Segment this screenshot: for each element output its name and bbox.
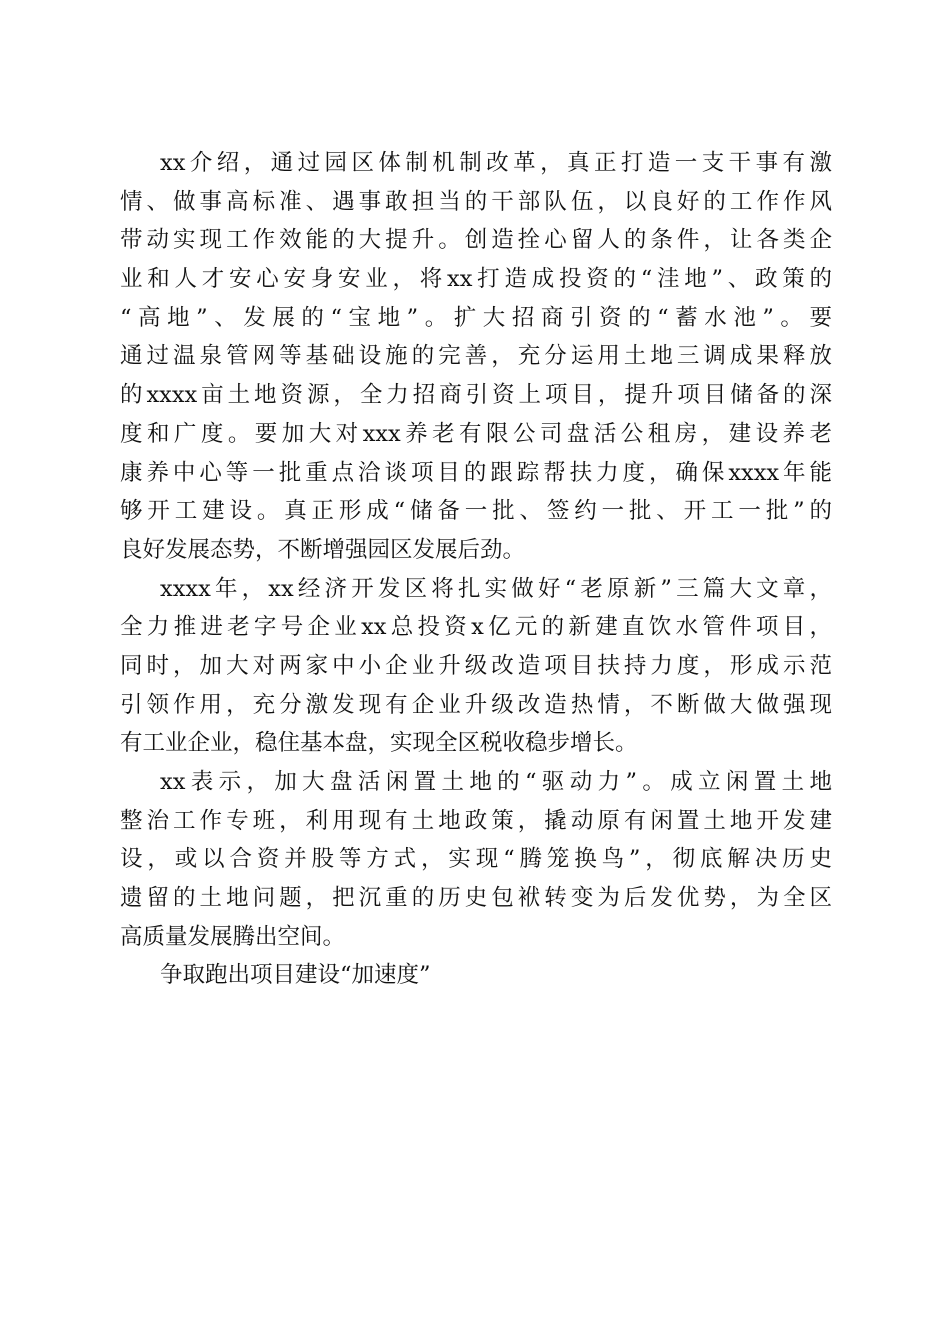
paragraph-3 — [120, 763, 832, 956]
paragraph-line: 的xxxx亩土地资源，全力招商引资上项目，提升项目储备的深 — [120, 382, 832, 409]
paragraph-line: 高质量发展腾出空间。 — [120, 923, 346, 950]
paragraph-line: 设，或以合资并股等方式，实现“腾笼换鸟”，彻底解决历史 — [120, 846, 832, 873]
paragraph-line: 整治工作专班，利用现有土地政策，撬动原有闲置土地开发建 — [120, 807, 832, 834]
paragraph-line: 通过温泉管网等基础设施的完善，充分运用土地三调成果释放 — [120, 343, 832, 370]
paragraph-line: 够开工建设。真正形成“储备一批、签约一批、开工一批”的 — [120, 498, 832, 525]
paragraph-line: 度和广度。要加大对xxx养老有限公司盘活公租房，建设养老 — [120, 420, 832, 447]
paragraph-line: xxxx年，xx经济开发区将扎实做好“老原新”三篇大文章， — [160, 575, 832, 602]
paragraph-line: xx介绍，通过园区体制机制改革，真正打造一支干事有激 — [160, 150, 832, 176]
paragraph-line: xx表示，加大盘活闲置土地的“驱动力”。成立闲置土地 — [160, 769, 832, 795]
paragraph-line: 有工业企业，稳住基本盘，实现全区税收稳步增长。 — [120, 730, 638, 757]
paragraph-line: 情、做事高标准、遇事敢担当的干部队伍，以良好的工作作风 — [120, 188, 832, 215]
paragraph-line: 引领作用，充分激发现有企业升级改造热情，不断做大做强现 — [120, 691, 832, 718]
paragraph-1 — [120, 144, 832, 570]
paragraph-line: 良好发展态势，不断增强园区发展后劲。 — [120, 536, 526, 563]
paragraph-line: 康养中心等一批重点洽谈项目的跟踪帮扶力度，确保xxxx年能 — [120, 459, 832, 486]
paragraph-line: 同时，加大对两家中小企业升级改造项目扶持力度，形成示范 — [120, 652, 832, 679]
document-page — [120, 144, 832, 995]
paragraph-line: 带动实现工作效能的大提升。创造拴心留人的条件，让各类企 — [120, 227, 832, 254]
section-subheading — [120, 956, 832, 995]
paragraph-line: “高地”、发展的“宝地”。扩大招商引资的“蓄水池”。要 — [120, 304, 832, 331]
paragraph-line: 业和人才安心安身安业，将xx打造成投资的“洼地”、政策的 — [120, 266, 832, 293]
subheading-line: 争取跑出项目建设“加速度” — [160, 962, 431, 989]
paragraph-line: 遗留的土地问题，把沉重的历史包袱转变为后发优势，为全区 — [120, 885, 832, 912]
paragraph-2 — [120, 570, 832, 763]
paragraph-line: 全力推进老字号企业xx总投资x亿元的新建直饮水管件项目， — [120, 614, 832, 641]
